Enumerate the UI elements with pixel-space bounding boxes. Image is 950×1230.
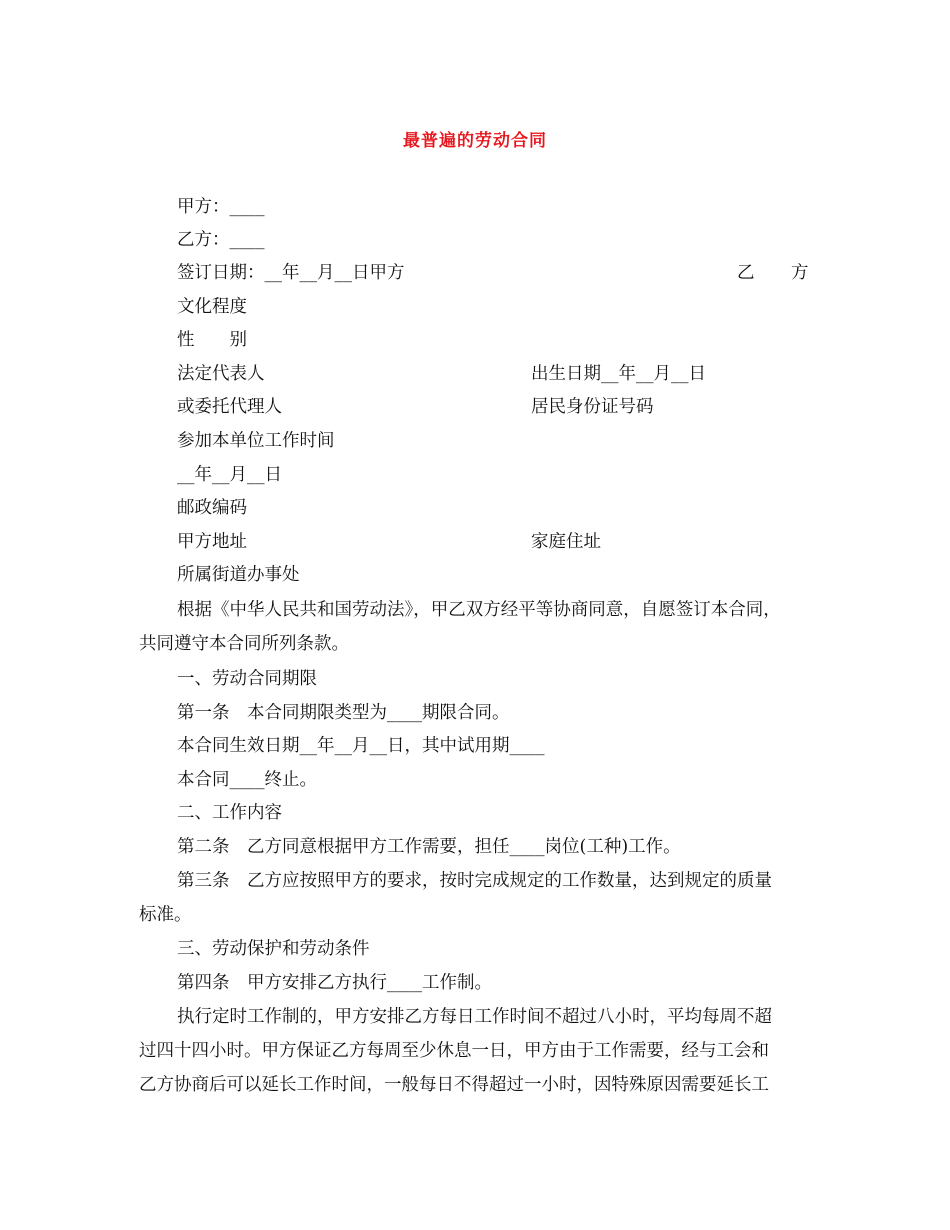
join-date-line: __年__月__日	[177, 465, 282, 485]
intro-paragraph-line-2: 共同遵守本合同所列条款。	[139, 634, 349, 654]
article-2: 第二条 乙方同意根据甲方工作需要，担任____岗位(工种)工作。	[177, 837, 681, 857]
agent-label: 或委托代理人	[177, 397, 282, 417]
article-3-line-2: 标准。	[139, 905, 192, 925]
article-4-paragraph-line-2: 过四十四小时。甲方保证乙方每周至少休息一日，甲方由于工作需要，经与工会和	[139, 1041, 769, 1061]
postal-code-label: 邮政编码	[177, 498, 247, 518]
id-number-label: 居民身份证号码	[531, 397, 654, 417]
party-a-line: 甲方：____	[177, 197, 265, 217]
party-a-address-label: 甲方地址	[177, 532, 247, 552]
article-4-paragraph-line-3: 乙方协商后可以延长工作时间，一般每日不得超过一小时，因特殊原因需要延长工	[139, 1075, 769, 1095]
document-title: 最普遍的劳动合同	[403, 131, 547, 151]
article-1-termination: 本合同____终止。	[177, 770, 317, 790]
home-address-label: 家庭住址	[531, 532, 601, 552]
subdistrict-label: 所属街道办事处	[177, 565, 300, 585]
article-1-effective-date: 本合同生效日期__年__月__日，其中试用期____	[177, 736, 545, 756]
sign-date-line: 签订日期：__年__月__日甲方	[177, 263, 405, 283]
intro-paragraph-line-1: 根据《中华人民共和国劳动法》，甲乙双方经平等协商同意，自愿签订本合同，	[177, 600, 781, 620]
legal-rep-label: 法定代表人	[177, 364, 265, 384]
section-1-heading: 一、劳动合同期限	[177, 669, 317, 689]
join-time-label: 参加本单位工作时间	[177, 431, 335, 451]
birth-date-label: 出生日期__年__月__日	[531, 364, 706, 384]
article-1: 第一条 本合同期限类型为____期限合同。	[177, 703, 510, 723]
section-3-heading: 三、劳动保护和劳动条件	[177, 939, 370, 959]
education-label: 文化程度	[177, 297, 247, 317]
article-4: 第四条 甲方安排乙方执行____工作制。	[177, 973, 492, 993]
article-4-paragraph-line-1: 执行定时工作制的，甲方安排乙方每日工作时间不超过八小时，平均每周不超	[177, 1007, 772, 1027]
party-b-label-yi: 乙	[737, 263, 755, 283]
party-b-line: 乙方：____	[177, 230, 265, 250]
section-2-heading: 二、工作内容	[177, 803, 282, 823]
gender-label: 性 别	[177, 330, 247, 350]
article-3-line-1: 第三条 乙方应按照甲方的要求，按时完成规定的工作数量，达到规定的质量	[177, 871, 772, 891]
party-b-label-fang: 方	[791, 263, 809, 283]
